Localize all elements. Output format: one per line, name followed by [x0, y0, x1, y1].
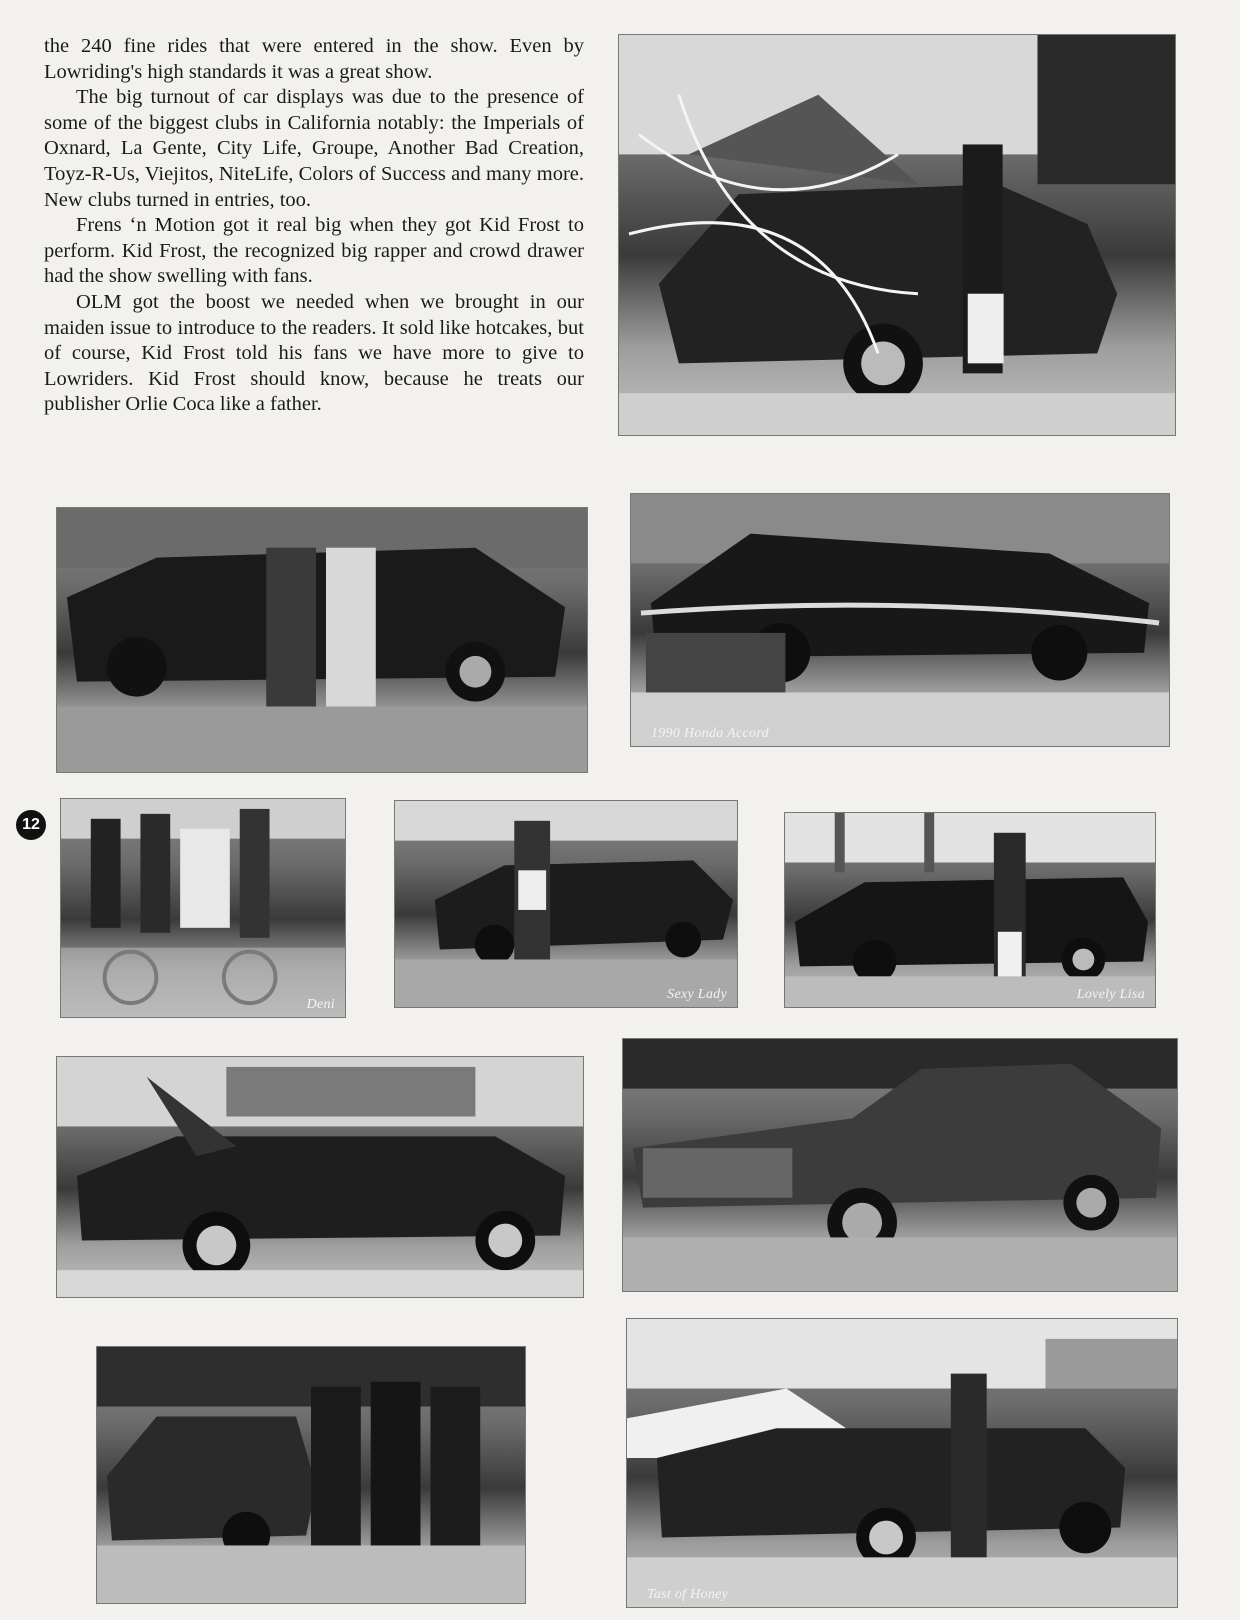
photo-car-web-image	[619, 35, 1175, 435]
page-number-badge: 12	[16, 810, 46, 840]
caption-deni: Deni	[306, 997, 335, 1012]
caption-sexy-lady: Sexy Lady	[667, 987, 727, 1002]
photo-lovely-lisa-image	[785, 813, 1155, 1007]
photo-three-women-image	[97, 1347, 525, 1603]
article-paragraph: The big turnout of car displays was due to the presence of some of the biggest clubs in California notably: the Imperials of Oxnard, La Gente, City Life, Groupe, Another Bad Creation, Toyz-R-Us, Viejitos, NiteLife, Colors of Success and many more. New clubs turned in entries, too.	[44, 86, 584, 211]
caption-honda-accord: 1990 Honda Accord	[651, 726, 769, 741]
photo-deni-image	[61, 799, 345, 1017]
photo-honda-accord	[630, 493, 1170, 747]
photo-sexy-lady	[394, 800, 738, 1008]
photo-two-women-black-car	[56, 507, 588, 773]
photo-cadillac-image	[623, 1039, 1177, 1291]
caption-tast-of-honey: Tast of Honey	[647, 1587, 729, 1602]
photo-tast-of-honey	[626, 1318, 1178, 1608]
photo-honda-accord-image	[631, 494, 1169, 746]
photo-cadillac	[622, 1038, 1178, 1292]
photo-car-web-display	[618, 34, 1176, 436]
photo-car-doors-image	[57, 1057, 583, 1297]
article-paragraph: OLM got the boost we needed when we brought in our maiden issue to introduce to the readers. It sold like hotcakes, but of course, Kid Frost told his fans we have more to give to Lowriders. Kid Frost should know, because he treats our publisher Orlie Coca like a father.	[44, 290, 584, 416]
photo-tast-of-honey-image	[627, 1319, 1177, 1607]
photo-lovely-lisa	[784, 812, 1156, 1008]
photo-deni	[60, 798, 346, 1018]
article-paragraph: the 240 fine rides that were entered in the show. Even by Lowriding's high standards it was a great show.	[44, 35, 584, 83]
photo-two-women-image	[57, 508, 587, 772]
photo-sexy-lady-image	[395, 801, 737, 1007]
article-paragraph: Frens ‘n Motion got it real big when they got Kid Frost to perform. Kid Frost, the recognized big rapper and crowd drawer had the show swelling with fans.	[44, 214, 584, 288]
caption-lovely-lisa: Lovely Lisa	[1076, 987, 1145, 1002]
photo-car-doors-open	[56, 1056, 584, 1298]
photo-three-women	[96, 1346, 526, 1604]
article-text	[44, 34, 584, 418]
